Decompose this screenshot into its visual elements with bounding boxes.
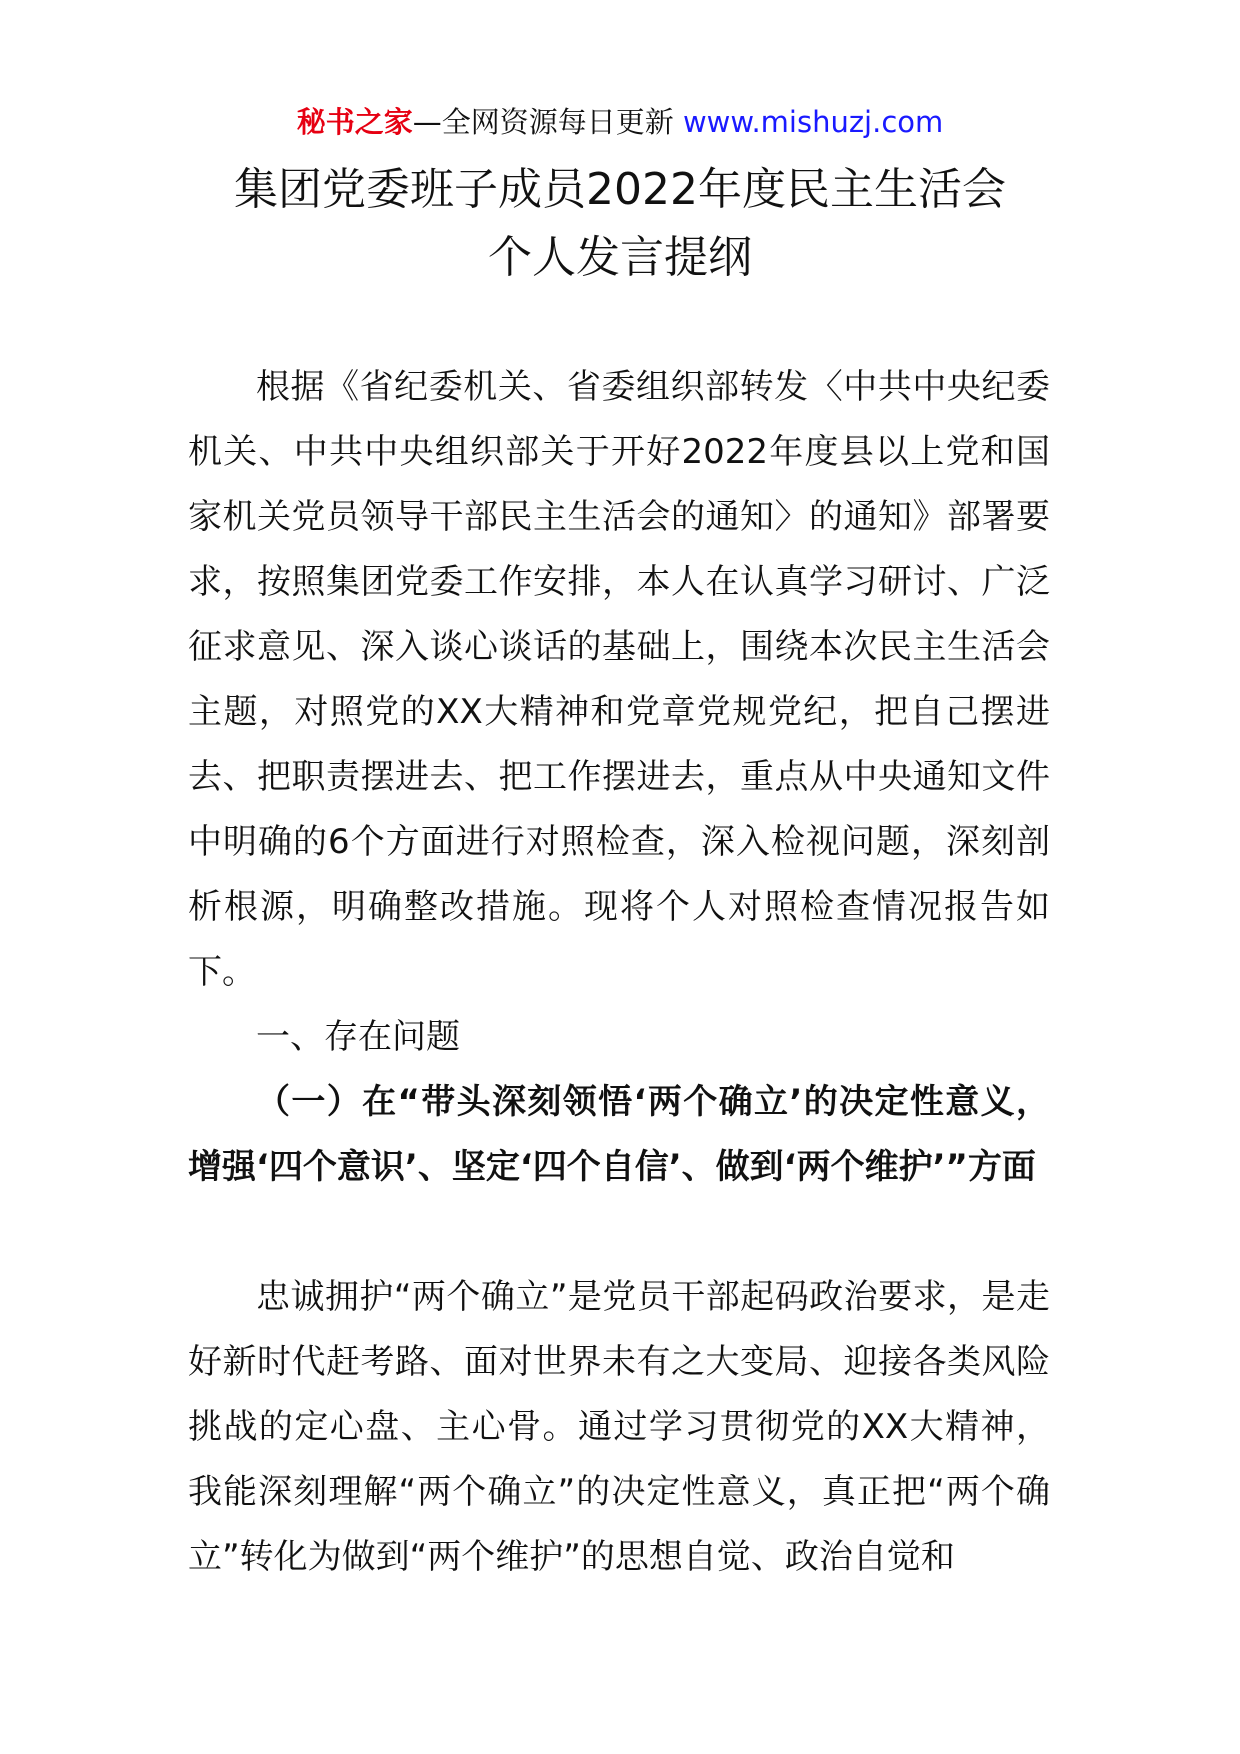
subsection-heading: （一）在“带头深刻领悟‘两个确立’的决定性意义，增强‘四个意识’、坚定‘四个自信’、做到‘两个维护’”方面 — [188, 1082, 1050, 1187]
subsection-paragraph: 忠诚拥护“两个确立”是党员干部起码政治要求，是走好新时代赶考路、面对世界未有之大变局、迎接各类风险挑战的定心盘、主心骨。通过学习贯彻党的XX大精神，我能深刻理解“两个确立”的决定性意义，真正把“两个确立”转化为做到“两个维护”的思想自觉、政治自觉和 — [188, 1277, 1050, 1577]
header-tagline: —全网资源每日更新 — [412, 105, 683, 139]
document-title-line-2: 个人发言提纲 — [488, 232, 752, 283]
brand-name: 秘书之家 — [296, 105, 413, 139]
section-heading: 一、存在问题 — [256, 1017, 460, 1057]
site-url: www.mishuzj.com — [682, 105, 944, 139]
watermark-header — [0, 100, 1240, 144]
intro-paragraph: 根据《省纪委机关、省委组织部转发〈中共中央纪委机关、中共中央组织部关于开好2022年度县以上党和国家机关党员领导干部民主生活会的通知〉的通知》部署要求，按照集团党委工作安排，本人在认真学习研讨、广泛征求意见、深入谈心谈话的基础上，围绕本次民主生活会主题，对照党的XX大精神和党章党规党纪，把自己摆进去、把职责摆进去、把工作摆进去，重点从中央通知文件中明确的6个方面进行对照检查，深入检视问题，深刻剖析根源，明确整改措施。现将个人对照检查情况报告如下。 — [188, 367, 1050, 992]
document-title-line-1: 集团党委班子成员2022年度民主生活会 — [234, 164, 1006, 215]
